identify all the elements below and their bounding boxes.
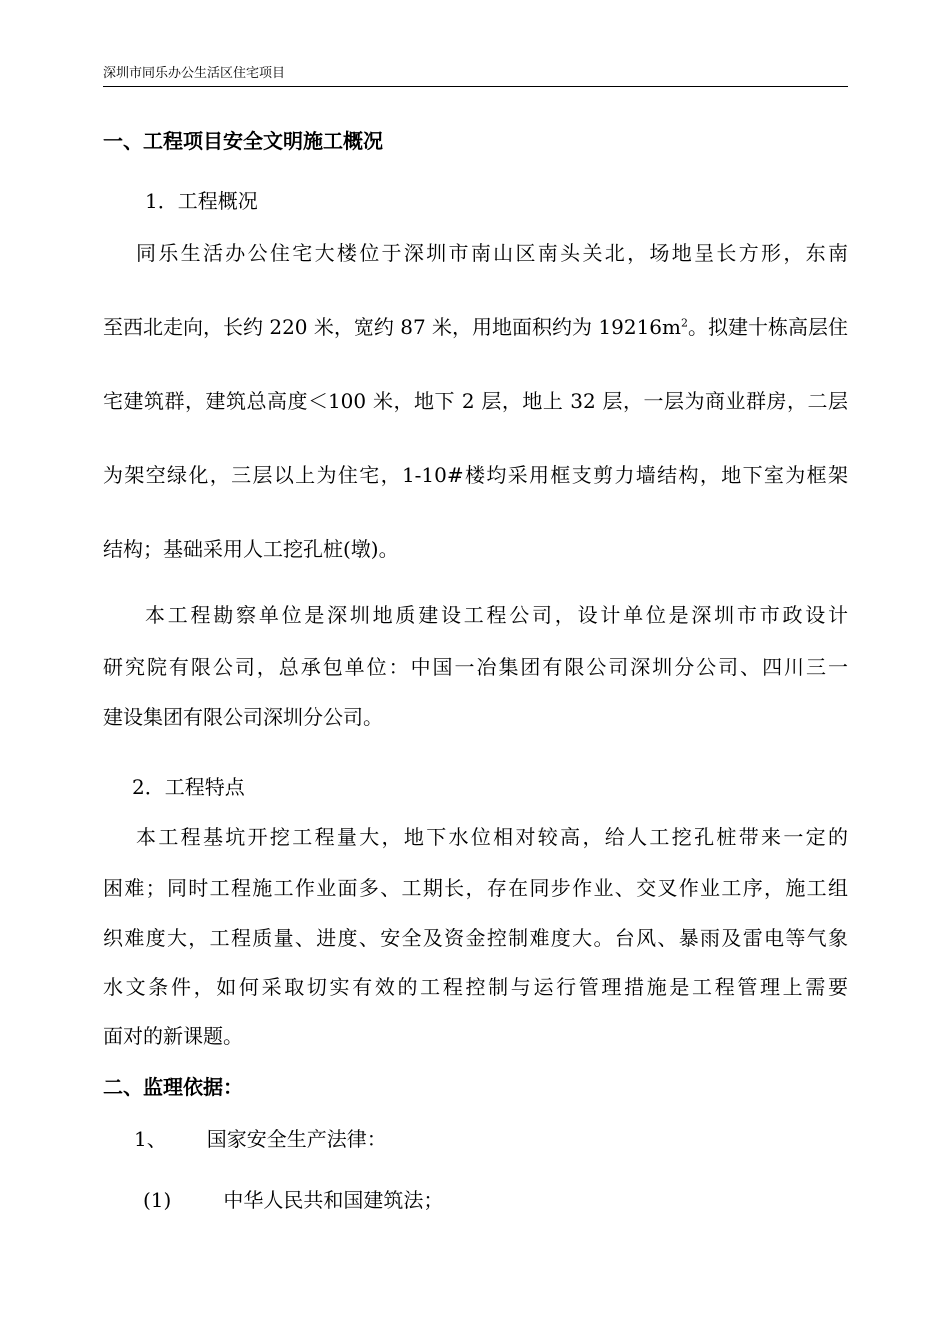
subsection-1-title: 1．工程概况 <box>145 189 258 213</box>
paragraph-line <box>103 312 848 342</box>
paragraph-line: 本工程勘察单位是深圳地质建设工程公司，设计单位是深圳市市政设计 <box>145 603 848 627</box>
paragraph-line: 困难；同时工程施工作业面多、工期长，存在同步作业、交叉作业工序，施工组 <box>103 876 848 900</box>
paragraph-text: 。拟建十栋高层住 <box>688 315 848 339</box>
paragraph-line: 宅建筑群，建筑总高度＜100 米，地下 2 层，地上 32 层，一层为商业群房，二层 <box>103 389 848 413</box>
paragraph-text: 至西北走向，长约 220 米，宽约 87 米，用地面积约为 19216m <box>103 315 681 339</box>
paragraph-line: 为架空绿化，三层以上为住宅，1-10#楼均采用框支剪力墙结构，地下室为框架 <box>103 463 848 487</box>
subsection-2-title: 2．工程特点 <box>132 775 245 799</box>
page-header <box>103 66 848 87</box>
paragraph-line: 建设集团有限公司深圳分公司。 <box>103 705 383 729</box>
superscript-2: 2 <box>681 316 688 330</box>
paragraph-line: 结构；基础采用人工挖孔桩(墩)。 <box>103 537 399 561</box>
list-item-text: 中华人民共和国建筑法； <box>223 1188 444 1212</box>
header-title: 深圳市同乐办公生活区住宅项目 <box>103 66 286 81</box>
section-2-heading: 二、监理依据： <box>103 1075 243 1099</box>
list-item <box>143 1185 443 1215</box>
list-item <box>134 1124 387 1154</box>
paragraph-line: 研究院有限公司，总承包单位：中国一冶集团有限公司深圳分公司、四川三一 <box>103 655 848 679</box>
list-item-number: (1) <box>143 1188 172 1212</box>
list-item-text: 国家安全生产法律： <box>206 1127 387 1151</box>
section-1-heading: 一、工程项目安全文明施工概况 <box>103 129 383 153</box>
list-item-number: 1、 <box>134 1127 167 1151</box>
paragraph-line: 本工程基坑开挖工程量大，地下水位相对较高，给人工挖孔桩带来一定的 <box>136 825 848 849</box>
paragraph-line: 水文条件，如何采取切实有效的工程控制与运行管理措施是工程管理上需要 <box>103 975 848 999</box>
paragraph-line: 面对的新课题。 <box>103 1024 243 1048</box>
paragraph-line: 织难度大，工程质量、进度、安全及资金控制难度大。台风、暴雨及雷电等气象 <box>103 926 848 950</box>
paragraph-line: 同乐生活办公住宅大楼位于深圳市南山区南头关北，场地呈长方形，东南 <box>136 241 848 265</box>
